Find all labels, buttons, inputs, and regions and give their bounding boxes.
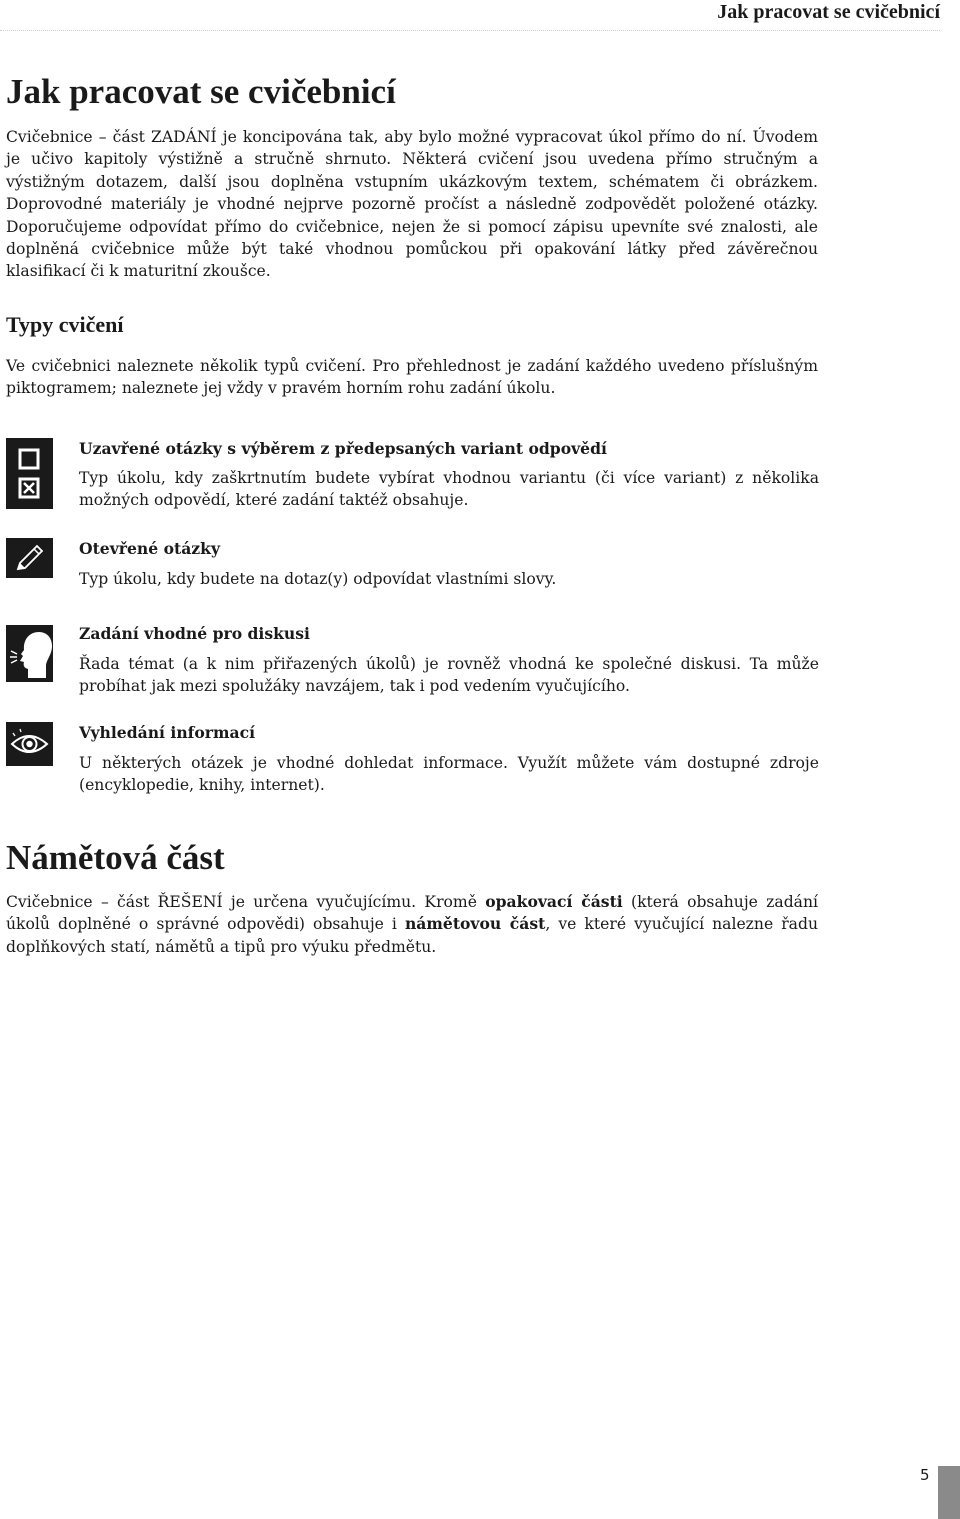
eye-icon [6,722,53,766]
intro-paragraph: Cvičebnice – část ZADÁNÍ je koncipována tak, aby bylo možné vypracovat úkol přímo do ní. Úvodem je učivo kapitoly výstižně a stručně shrnuto. Některá cvičení jsou uvedena přímo stručným a výstižným dotazem, další jsou doplněna vstupním ukázkovým textem, schématem či obrázkem. Doprovodné materiály je vhodné nejprve pozorně pročíst a následně zodpovědět položené otázky. Doporučujeme odpovídat přímo do cvičebnice, nejen že si pomocí zápisu upevníte své znalosti, ale doplněná cvičebnice může být také vhodnou pomůckou při opakování látky před závěrečnou klasifikací či k maturitní zkoušce. [6,128,818,281]
item-title-discussion: Zadání vhodné pro diskusi [79,624,310,643]
item-title-information-search: Vyhledání informací [79,723,256,742]
item-title-open-questions: Otevřené otázky [79,539,221,558]
running-head [0,0,940,31]
item-title-closed-questions: Uzavřené otázky s výběrem z předepsaných variant odpovědí [79,439,607,458]
page-number: 5 [920,1466,930,1484]
checkbox-choice-icon [6,438,53,509]
pencil-icon [6,538,53,578]
item-desc-closed-questions: Typ úkolu, kdy zaškrtnutím budete vybírat vhodnou variantu (či více variant) z několika možných odpovědí, které zadání taktéž obsahuje. [79,469,819,510]
page-title: Jak pracovat se cvičebnicí [6,72,396,111]
types-heading: Typy cvičení [6,312,124,337]
page-edge-tab [938,1466,960,1519]
ideas-text-3: , ve které vyučující nalezne řadu doplňkových statí, námětů a tipů pro výuku předmětu. [6,915,818,956]
ideas-text-1: Cvičebnice – část ŘEŠENÍ je určena vyučujícímu. Kromě [6,893,486,911]
ideas-bold-ideas-part: námětovou část [404,914,546,934]
ideas-text-2: (která obsahuje zadání úkolů doplněné o správné odpovědi) obsahuje i [6,893,818,934]
types-intro-paragraph: Ve cvičebnici naleznete několik typů cvičení. Pro přehlednost je zadání každého uvedeno příslušným piktogramem; naleznete jej vždy v pravém horním rohu zadání úkolu. [6,357,818,398]
item-desc-discussion: Řada témat (a k nim přiřazených úkolů) je rovněž vhodná ke společné diskusi. Ta může probíhat jak mezi spolužáky navzájem, tak i pod vedením vyučujícího. [79,655,819,696]
item-desc-open-questions: Typ úkolu, kdy budete na dotaz(y) odpovídat vlastními slovy. [79,570,557,588]
ideas-bold-repetition-part: opakovací části [485,892,623,911]
item-desc-information-search: U některých otázek je vhodné dohledat informace. Využít můžete vám dostupné zdroje (encyklopedie, knihy, internet). [79,754,819,795]
ideas-heading: Námětová část [6,838,225,877]
running-head-title: Jak pracovat se cvičebnicí [717,1,940,23]
ideas-paragraph [6,891,818,958]
speaking-head-icon [6,625,53,682]
